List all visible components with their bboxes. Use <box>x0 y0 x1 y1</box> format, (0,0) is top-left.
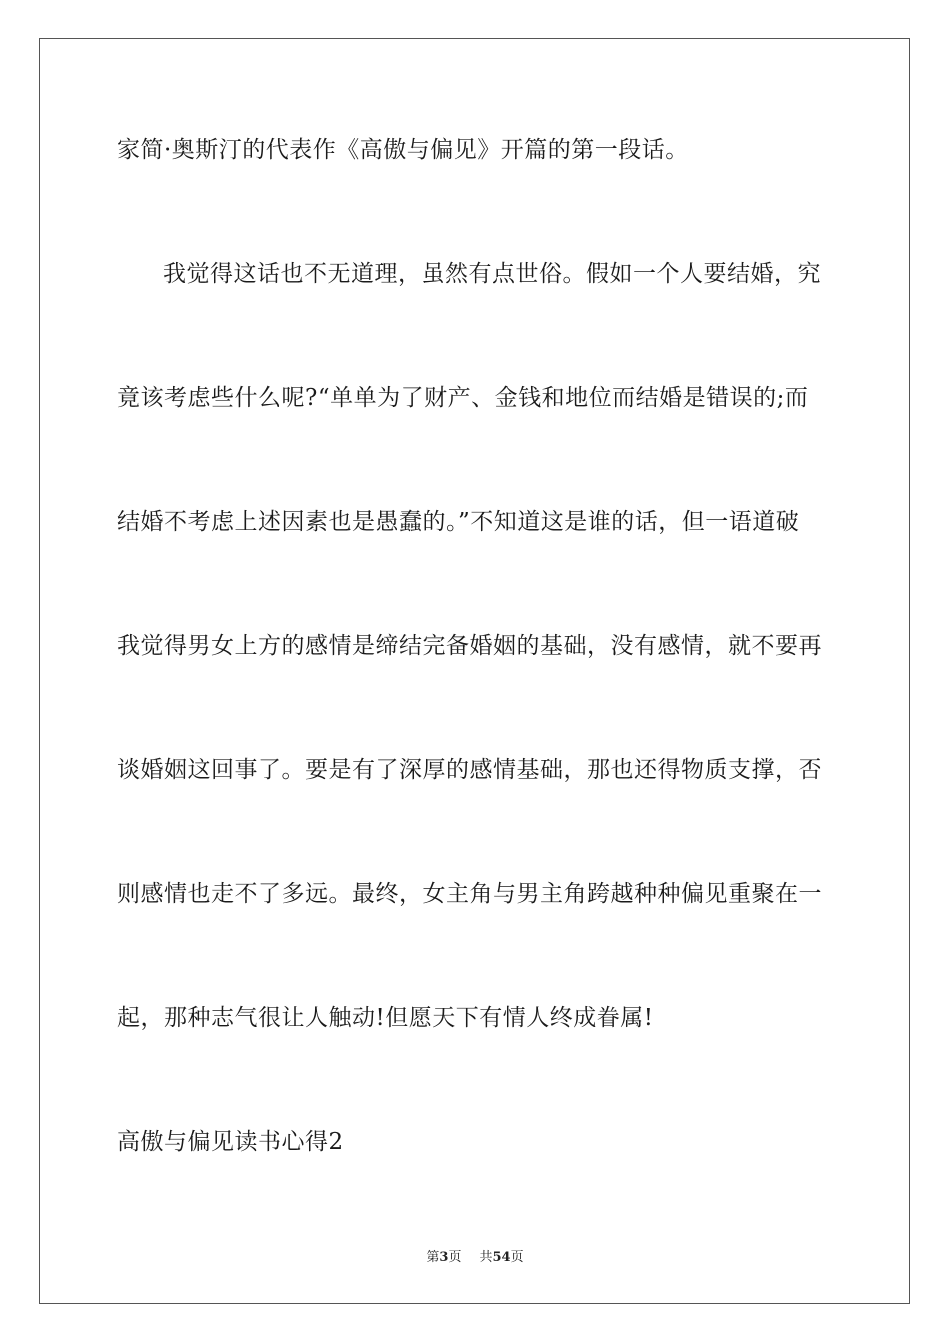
body-text-line-1: 家简·奥斯汀的代表作《高傲与偏见》开篇的第一段话。 <box>117 137 689 163</box>
page-prefix: 第 <box>426 1250 440 1265</box>
body-text-line-7: 则感情也走不了多远。最终，女主角与男主角跨越种种偏见重聚在一 <box>117 881 822 907</box>
page-suffix: 页 <box>448 1250 462 1265</box>
total-prefix: 共 <box>479 1250 493 1265</box>
body-text-line-3: 竟该考虑些什么呢?“单单为了财产、金钱和地位而结婚是错误的;而 <box>117 385 809 411</box>
body-text-line-8: 起，那种志气很让人触动!但愿天下有情人终成眷属! <box>117 1005 654 1031</box>
body-text-line-5: 我觉得男女上方的感情是缔结完备婚姻的基础，没有感情，就不要再 <box>117 633 822 659</box>
section-heading: 高傲与偏见读书心得2 <box>117 1129 344 1155</box>
total-suffix: 页 <box>510 1250 524 1265</box>
page-border <box>39 38 910 1304</box>
page-footer <box>0 1249 950 1267</box>
body-text-line-4: 结婚不考虑上述因素也是愚蠢的。”不知道这是谁的话，但一语道破 <box>117 509 800 535</box>
body-text-line-6: 谈婚姻这回事了。要是有了深厚的感情基础，那也还得物质支撑，否 <box>117 757 822 783</box>
body-text-line-2: 我觉得这话也不无道理，虽然有点世俗。假如一个人要结婚，究 <box>163 261 821 287</box>
total-pages: 54 <box>492 1250 511 1265</box>
page-number: 3 <box>439 1250 449 1265</box>
